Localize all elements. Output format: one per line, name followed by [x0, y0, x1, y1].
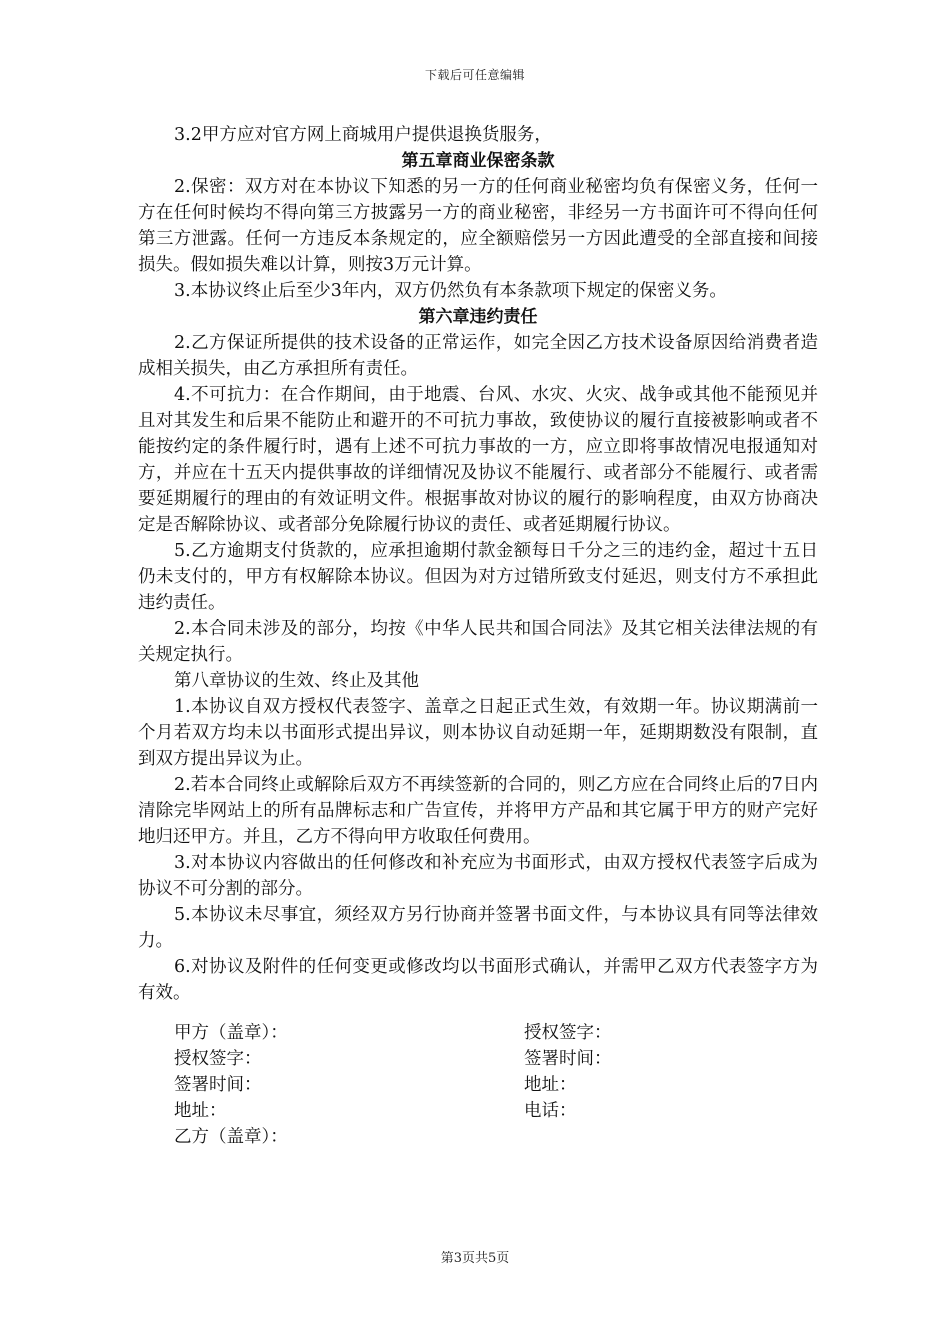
party-b-date-label: 签署时间：	[524, 1049, 612, 1069]
chapter-heading: 第五章商业保密条款	[401, 151, 555, 171]
signature-left-column	[174, 1020, 494, 1150]
paragraph: 2.若本合同终止或解除后双方不再续签新的合同的，则乙方应在合同终止后的7日内清除完毕网站上的所有品牌标志和广告宣传，并将甲方产品和其它属于甲方的财产完好地归还甲方。并且，乙方不得向甲方收取任何费用。	[138, 775, 818, 847]
paragraph: 4.不可抗力：在合作期间，由于地震、台风、水灾、火灾、战争或其他不能预见并且对其发生和后果不能防止和避开的不可抗力事故，致使协议的履行直接被影响或者不能按约定的条件履行时，遇有上述不可抗力事故的一方，应立即将事故情况电报通知对方，并应在十五天内提供事故的详细情况及协议不能履行、或者部分不能履行、或者需要延期履行的理由的有效证明文件。根据事故对协议的履行的影响程度，由双方协商决定是否解除协议、或者部分免除履行协议的责任、或者延期履行协议。	[138, 385, 818, 535]
signature-right-column	[524, 1020, 814, 1124]
paragraph: 2.本合同未涉及的部分，均按《中华人民共和国合同法》及其它相关法律法规的有关规定执行。	[138, 619, 818, 665]
paragraph: 5.乙方逾期支付货款的，应承担逾期付款金额每日千分之三的违约金，超过十五日仍未支付的，甲方有权解除本协议。但因为对方过错所致支付延迟，则支付方不承担此违约责任。	[138, 541, 818, 613]
page-number: 第3页共5页	[440, 1251, 510, 1266]
paragraph: 3.对本协议内容做出的任何修改和补充应为书面形式，由双方授权代表签字后成为协议不可分割的部分。	[138, 853, 818, 899]
party-a-date-label: 签署时间：	[174, 1075, 262, 1095]
party-a-seal-label: 甲方（盖章）：	[174, 1023, 288, 1043]
party-b-phone-label: 电话：	[524, 1101, 577, 1121]
party-a-signer-label: 授权签字：	[174, 1049, 262, 1069]
party-b-signer-label: 授权签字：	[524, 1023, 612, 1043]
party-b-address-label: 地址：	[524, 1075, 577, 1095]
paragraph: 3.2甲方应对官方网上商城用户提供退换货服务，	[174, 125, 552, 145]
document-body	[138, 122, 818, 1006]
paragraph: 3.本协议终止后至少3年内，双方仍然负有本条款项下规定的保密义务。	[174, 281, 727, 301]
header-note: 下载后可任意编辑	[424, 68, 525, 82]
paragraph: 2.乙方保证所提供的技术设备的正常运作，如完全因乙方技术设备原因给消费者造成相关损失，由乙方承担所有责任。	[138, 333, 818, 379]
paragraph: 6.对协议及附件的任何变更或修改均以书面形式确认，并需甲乙双方代表签字方为有效。	[138, 957, 818, 1003]
party-a-address-label: 地址：	[174, 1101, 227, 1121]
party-b-seal-label: 乙方（盖章）：	[174, 1127, 288, 1147]
paragraph: 5.本协议未尽事宜，须经双方另行协商并签署书面文件，与本协议具有同等法律效力。	[138, 905, 818, 951]
paragraph: 2.保密：双方对在本协议下知悉的另一方的任何商业秘密均负有保密义务，任何一方在任何时候均不得向第三方披露另一方的商业秘密，非经另一方书面许可不得向任何第三方泄露。任何一方违反本条规定的，应全额赔偿另一方因此遭受的全部直接和间接损失。假如损失难以计算，则按3万元计算。	[138, 177, 818, 275]
paragraph: 1.本协议自双方授权代表签字、盖章之日起正式生效，有效期一年。协议期满前一个月若双方均未以书面形式提出异议，则本协议自动延期一年，延期期数没有限制，直到双方提出异议为止。	[138, 697, 818, 769]
chapter-line: 第八章协议的生效、终止及其他	[174, 671, 419, 691]
chapter-heading: 第六章违约责任	[418, 307, 538, 327]
